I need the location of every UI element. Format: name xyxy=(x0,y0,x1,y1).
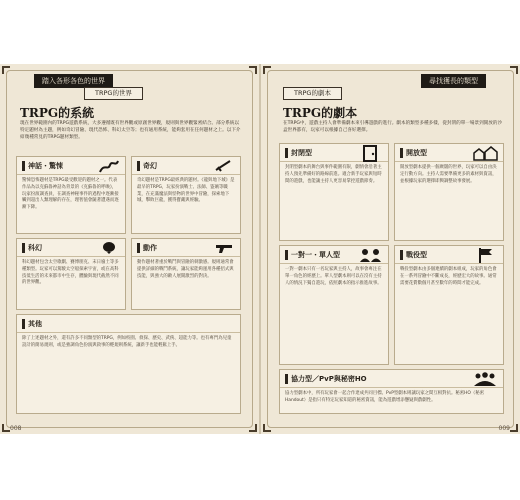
card-text: 驚悚恐怖題材是TRPG最受歡迎的題材之一。代表作品為以克蘇魯神話為背景的《克蘇魯的呼喚》，玩家扮演調查員，在調查神秘事件的過程中逐漸接觸到超出人類理解的存在，理智值會隨著遭遇而逐漸下降。 xyxy=(22,178,119,211)
card-solo xyxy=(279,245,389,365)
card-label: 神話・驚悚 xyxy=(22,161,63,171)
group-icon xyxy=(472,370,498,388)
houses-icon xyxy=(472,144,498,162)
page-title: TRPG的系統 xyxy=(20,106,95,120)
sword-icon xyxy=(213,159,235,173)
card-label: 其他 xyxy=(22,319,42,329)
alien-head-icon xyxy=(98,241,120,255)
tentacle-icon xyxy=(98,159,120,173)
card-mythos xyxy=(16,156,126,234)
section-heading: TRPG的世界 xyxy=(84,87,143,100)
card-label: 動作 xyxy=(137,243,157,253)
card-text: 封閉型劇本的舞台與事件範圍有限，劇情會沿著主持人預先準備好的路線前進。適合新手玩家與短時間的遊戲，也能讓主持人更容易掌控遊戲節奏。 xyxy=(285,165,382,184)
page-number: 009 xyxy=(498,425,510,432)
left-page xyxy=(0,64,259,434)
book-spread xyxy=(0,64,520,434)
card-text: 除了上述題材之外，還有許多不同類型的TRPG，例如校園、偵探、歷史、武俠、超能力等。也有專門為兒童設計的簡易規則，或是強調角色扮演與敘事的輕規則系統，讓新手也能輕鬆上手。 xyxy=(22,336,232,348)
card-text: 奇幻題材是TRPG最經典的題材。《龍與地下城》是最早的TRPG，玩家扮演戰士、法師、盜賊等職業，在充滿魔法與怪物的世界中冒險，探索地下城，擊敗巨龍，獲得寶藏與經驗。 xyxy=(137,178,235,204)
right-page xyxy=(261,64,520,434)
card-fantasy xyxy=(131,156,241,234)
chapter-tab: 踏入各形各色的世界 xyxy=(34,74,113,88)
card-closed xyxy=(279,143,389,241)
card-text: 協力型劇本中，所有玩家會一起合作達成共同目標。PvP型劇本則讓玩家之間互相對抗。秘密HO（秘密Handout）是指只有特定玩家知道的秘密資訊，能為遊戲增添懸疑與戲劇性。 xyxy=(285,391,485,403)
card-scifi xyxy=(16,238,126,310)
section-heading: TRPG的劇本 xyxy=(283,87,342,100)
card-label: 科幻 xyxy=(22,243,42,253)
closed-door-icon xyxy=(357,144,383,162)
intro-paragraph: 現在世界範圍內的TRPG遊戲系統，大多遵循既有世界觀或原創世界觀，規則與世界觀緊密結合。部分系統以特定題材為主題，例如奇幻冒險、現代恐怖、科幻太空等；也有通用系統，能夠套用在任何題材之上。以下介紹幾種常見的TRPG題材類型。 xyxy=(20,121,241,140)
pistol-icon xyxy=(213,241,235,255)
flag-icon xyxy=(472,246,498,264)
page-number: 008 xyxy=(10,425,22,432)
page-title: TRPG的劇本 xyxy=(283,106,358,120)
card-coop-pvp xyxy=(279,369,504,414)
card-label: 協力型／PvP與秘密HO xyxy=(285,374,367,384)
chapter-tab: 尋找獲長的類型 xyxy=(421,74,486,88)
card-label: 一對一・單人型 xyxy=(285,250,340,260)
card-label: 奇幻 xyxy=(137,161,157,171)
card-action xyxy=(131,238,241,310)
card-campaign xyxy=(394,245,504,365)
card-open xyxy=(394,143,504,241)
user-pair-icon xyxy=(357,246,383,264)
intro-paragraph: 在TRPG中，遊戲主持人會準備劇本來引導遊戲的進行。劇本的類型多種多樣，從封閉的單一場景到開放的沙盒世界都有，玩家可以根據自己喜好選擇。 xyxy=(283,121,503,133)
card-text: 開放型劇本提供一個廣闊的世界，玩家可以自由決定行動方向。主持人需要準備更多的素材與資訊，並根據玩家的選擇即興調整故事發展。 xyxy=(400,165,497,184)
card-text: 一對一劇本只有一名玩家與主持人，故事會專注在單一角色的經歷上。單人型劇本則可以在沒有主持人的情況下獨自遊玩，依照劇本的指示推進故事。 xyxy=(285,267,382,286)
card-text: 戰役型劇本由多個連續的劇本組成，玩家的角色會在一系列冒險中不斷成長，經歷宏大的故事。通常需要花費數個月甚至數年的時間才能完成。 xyxy=(400,267,497,286)
card-text: 科幻題材包含太空歌劇、賽博朋克、末日廢土等多種類型。玩家可以駕駛太空船探索宇宙，或在高科技低生活的未來都市中生存，體驗與現代截然不同的世界觀。 xyxy=(22,260,119,286)
card-label: 戰役型 xyxy=(400,250,427,260)
card-other xyxy=(16,314,241,414)
card-text: 動作題材著重於戰鬥與冒險的刺激感。規則通常會提供詳細的戰鬥系統，讓玩家能夠運用各種招式與技能，與強大的敵人展開激烈的對決。 xyxy=(137,260,234,279)
card-label: 封閉型 xyxy=(285,148,312,158)
card-label: 開放型 xyxy=(400,148,427,158)
